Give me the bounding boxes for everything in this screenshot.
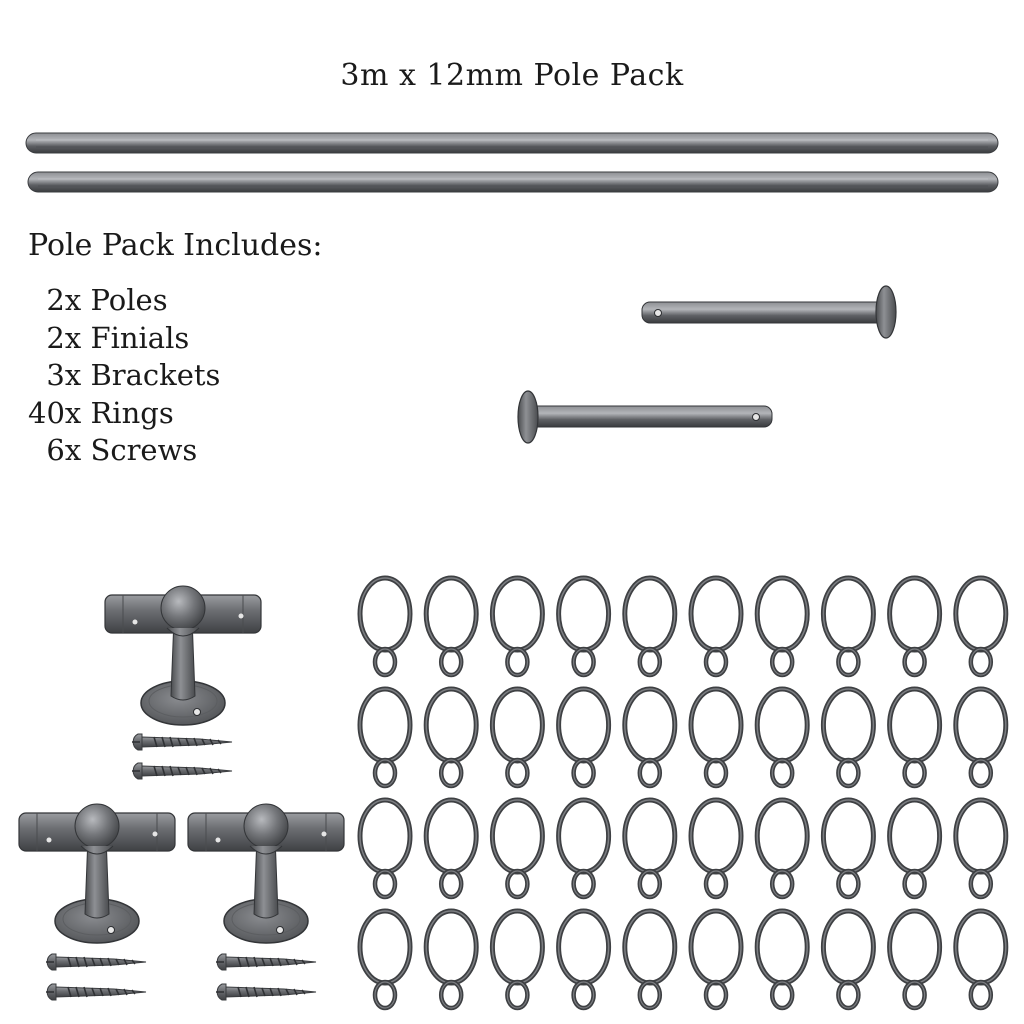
includes-item-screws: 6x Screws: [28, 433, 198, 467]
bracket-bottom-left: [19, 804, 175, 943]
curtain-ring: [956, 911, 1006, 1008]
screw: [216, 984, 316, 1000]
curtain-ring: [360, 800, 410, 897]
curtain-ring: [360, 689, 410, 786]
includes-item-brackets: 3x Brackets: [28, 358, 221, 392]
curtain-ring: [625, 689, 675, 786]
curtain-ring: [890, 911, 940, 1008]
curtain-ring: [956, 689, 1006, 786]
curtain-ring: [625, 911, 675, 1008]
rings-grid: [360, 578, 1006, 1008]
includes-item-finials: 2x Finials: [28, 320, 190, 355]
curtain-ring: [426, 800, 476, 897]
curtain-ring: [691, 689, 741, 786]
curtain-ring: [823, 911, 873, 1008]
product-title: 3m x 12mm Pole Pack: [340, 58, 684, 93]
curtain-ring: [890, 689, 940, 786]
screw: [132, 763, 232, 779]
curtain-ring: [823, 689, 873, 786]
includes-heading: Pole Pack Includes:: [28, 228, 323, 263]
curtain-ring: [426, 578, 476, 675]
curtain-ring: [757, 689, 807, 786]
curtain-ring: [492, 800, 542, 897]
curtain-ring: [890, 578, 940, 675]
curtain-ring: [691, 911, 741, 1008]
screw: [216, 954, 316, 970]
curtain-ring: [691, 800, 741, 897]
curtain-ring: [559, 578, 609, 675]
curtain-ring: [956, 800, 1006, 897]
curtain-ring: [625, 578, 675, 675]
curtain-ring: [559, 800, 609, 897]
curtain-ring: [360, 578, 410, 675]
curtain-ring: [823, 800, 873, 897]
includes-item-poles: 2x Poles: [28, 283, 168, 317]
screw: [46, 954, 146, 970]
pole-bottom: [28, 172, 998, 192]
curtain-ring: [426, 911, 476, 1008]
curtain-ring: [625, 800, 675, 897]
bracket-top: [105, 586, 261, 725]
curtain-ring: [360, 911, 410, 1008]
bracket-bottom-right: [188, 804, 344, 943]
pole-top: [26, 133, 998, 153]
curtain-ring: [426, 689, 476, 786]
finial-upper: [642, 286, 896, 338]
screw: [132, 734, 232, 750]
curtain-ring: [757, 578, 807, 675]
finial-lower: [518, 391, 772, 443]
curtain-ring: [890, 800, 940, 897]
curtain-ring: [492, 911, 542, 1008]
curtain-ring: [757, 800, 807, 897]
curtain-ring: [559, 911, 609, 1008]
curtain-ring: [492, 689, 542, 786]
curtain-ring: [691, 578, 741, 675]
screw: [46, 984, 146, 1000]
curtain-ring: [757, 911, 807, 1008]
includes-item-rings: 40x Rings: [28, 395, 174, 430]
curtain-ring: [823, 578, 873, 675]
curtain-ring: [559, 689, 609, 786]
curtain-ring: [956, 578, 1006, 675]
curtain-ring: [492, 578, 542, 675]
